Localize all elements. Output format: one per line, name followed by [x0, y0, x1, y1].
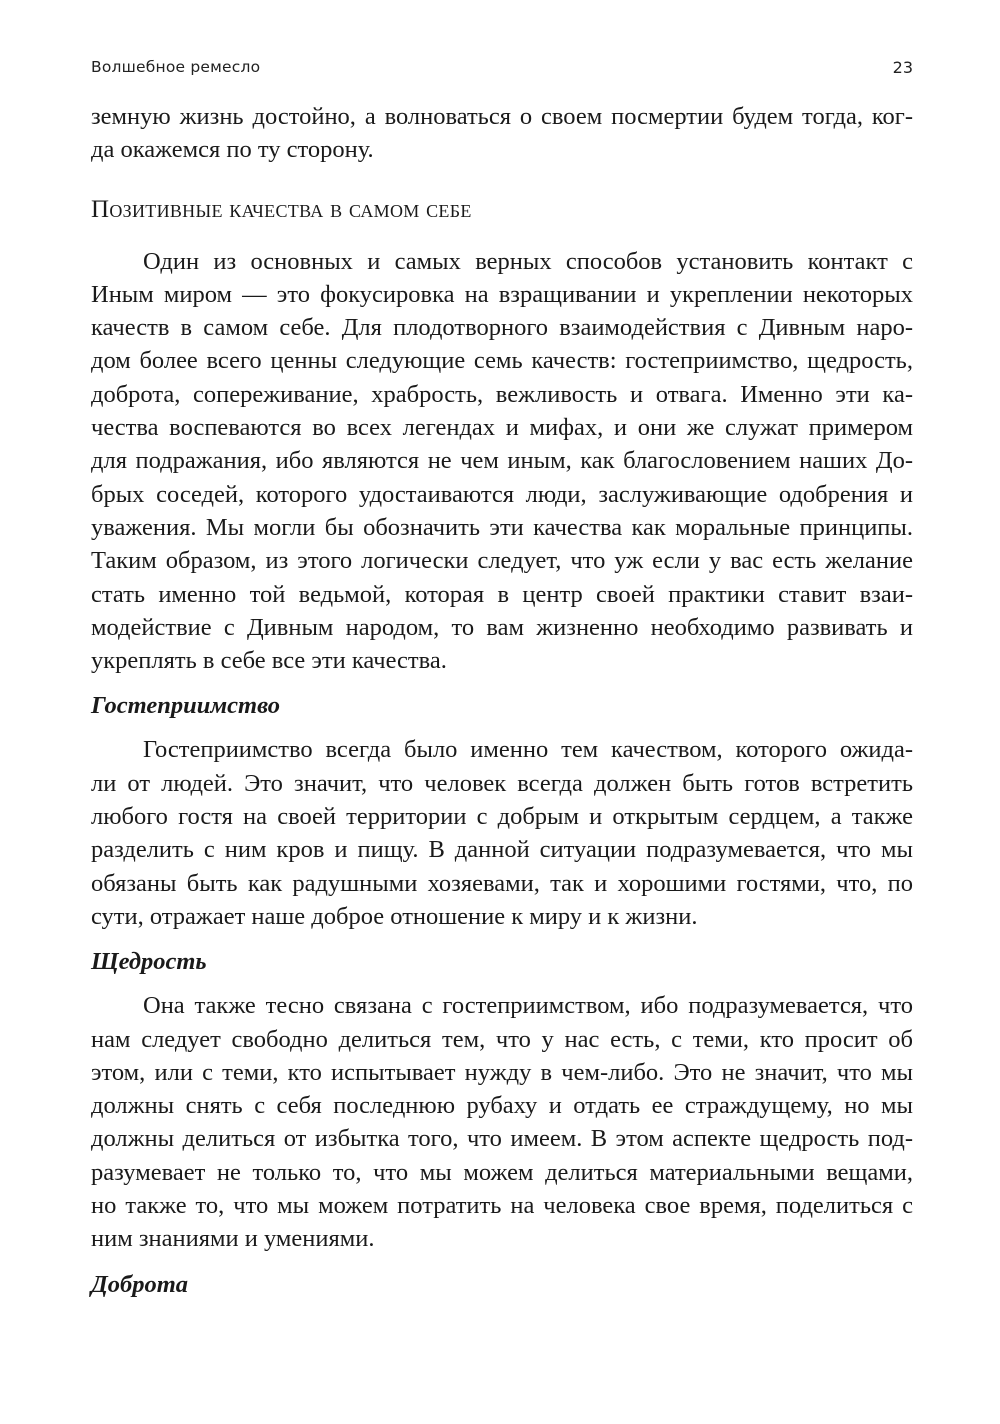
text-line: ним знаниями и умениями.: [91, 1225, 375, 1253]
section-heading: Позитивные качества в самом себе: [91, 195, 472, 223]
page-body: [91, 100, 913, 1312]
text-line: ли от людей. Это значит, что человек всегда должен быть готов встретить: [91, 769, 913, 797]
text-line: обязаны быть как радушными хозяевами, так и хорошими гостями, что, по: [91, 869, 913, 897]
text-line: брых соседей, которого удостаиваются люди, заслуживающие одобрения и: [91, 480, 913, 508]
text-line: Она также тесно связана с гостеприимством, ибо подразумевается, что: [143, 992, 913, 1020]
text-line: качеств в самом себе. Для плодотворного взаимодействия с Дивным наро-: [91, 314, 913, 342]
subheading-generosity: Щедрость: [91, 948, 207, 976]
text-line: уважения. Мы могли бы обозначить эти качества как моральные принципы.: [91, 513, 913, 541]
text-line: модействие с Дивным народом, то вам жизненно необходимо развивать и: [91, 613, 913, 641]
text-line: земную жизнь достойно, а волноваться о своем посмертии будем тогда, ког-: [91, 103, 913, 130]
text-line: разумевает не только то, что мы можем делиться материальными вещами,: [91, 1158, 913, 1186]
text-line: стать именно той ведьмой, которая в центр своей практики ставит взаи-: [91, 580, 913, 608]
text-line: должны снять с себя последнюю рубаху и отдать ее страждущему, но мы: [91, 1092, 913, 1120]
book-title: Волшебное ремесло: [91, 58, 261, 76]
subheading-kindness: Доброта: [91, 1270, 189, 1298]
subheading-hospitality: Гостеприимство: [91, 692, 280, 720]
text-line: да окажемся по ту сторону.: [91, 136, 374, 164]
text-line: Гостеприимство всегда было именно тем качеством, которого ожида-: [143, 736, 913, 764]
text-line: сути, отражает наше доброе отношение к миру и к жизни.: [91, 902, 698, 930]
text-line: укреплять в себе все эти качества.: [91, 647, 447, 675]
running-head: [91, 58, 913, 82]
text-line: нам следует свободно делиться тем, что у нас есть, с теми, кто просит об: [91, 1025, 913, 1053]
page-number: 23: [892, 58, 913, 77]
text-line: доброта, сопереживание, храбрость, вежливость и отвага. Именно эти ка-: [91, 380, 913, 408]
text-line: этом, или с теми, кто испытывает нужду в чем-либо. Это не значит, что мы: [91, 1058, 913, 1086]
text-line: Таким образом, из этого логически следует, что уж если у вас есть желание: [91, 547, 913, 575]
text-line: дом более всего ценны следующие семь качеств: гостеприимство, щедрость,: [91, 347, 913, 375]
continuation-paragraph: [91, 100, 913, 167]
intro-paragraph: [91, 245, 913, 678]
text-line: для подражания, ибо являются не чем иным, как благословением наших До-: [91, 447, 913, 475]
text-line: любого гостя на своей территории с добрым и открытым сердцем, а также: [91, 803, 913, 831]
hospitality-paragraph: [91, 733, 913, 933]
text-line: но также то, что мы можем потратить на человека свое время, поделиться с: [91, 1192, 913, 1220]
text-line: разделить с ним кров и пищу. В данной ситуации подразумевается, что мы: [91, 836, 913, 864]
text-line: Иным миром — это фокусировка на взращивании и укреплении некоторых: [91, 280, 913, 308]
text-line: должны делиться от избытка того, что имеем. В этом аспекте щедрость под-: [91, 1125, 913, 1153]
text-line: Один из основных и самых верных способов установить контакт с: [143, 247, 913, 275]
text-line: чества воспеваются во всех легендах и мифах, и они же служат примером: [91, 414, 913, 442]
generosity-paragraph: [91, 989, 913, 1255]
